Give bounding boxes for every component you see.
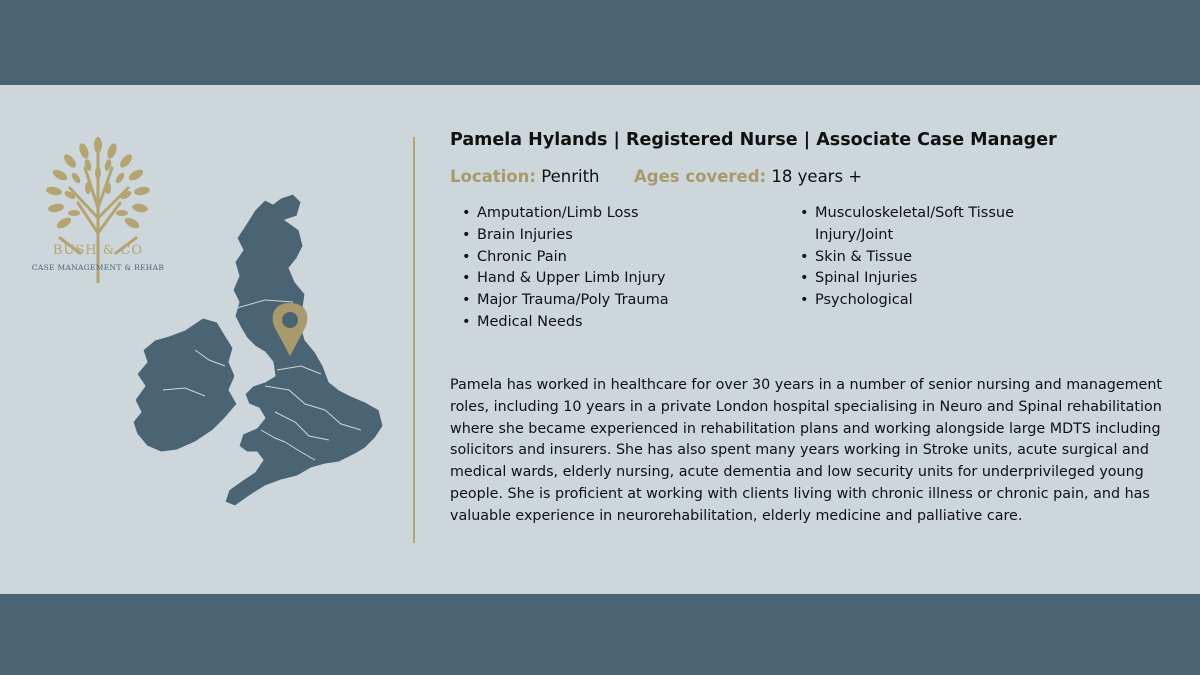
list-item: • Musculoskeletal/Soft Tissue Injury/Joint — [788, 203, 1068, 247]
location-value: Penrith — [541, 167, 600, 186]
list-item: • Chronic Pain — [450, 247, 780, 269]
list-item: • Brain Injuries — [450, 225, 780, 247]
list-item: • Major Trauma/Poly Trauma — [450, 290, 780, 312]
ages-value: 18 years + — [771, 167, 863, 186]
bio-paragraph: Pamela has worked in healthcare for over 30 years in a number of senior nursing and management roles, including 10 years in a private London hospital specialising in Neuro and Spinal rehabilitation where she became experienced in rehabilitation plans and working alongside large MDTS including solicitors and insurers. She has also spent many years working in Stroke units, acute surgical and medical wards, elderly nursing, acute dementia and low security units for underprivileged young people. She is proficient at working with clients living with chronic illness or chronic pain, and has valuable experience in neurorehabilitation, elderly medicine and palliative care. — [450, 377, 1162, 524]
list-item: • Medical Needs — [450, 312, 780, 334]
profile-meta — [450, 167, 862, 186]
logo-name: BUSH & CO — [52, 243, 144, 258]
list-item: • Amputation/Limb Loss — [450, 203, 780, 225]
profile-title: Pamela Hylands | Registered Nurse | Associate Case Manager — [450, 130, 1057, 150]
logo-tagline: CASE MANAGEMENT & REHAB — [31, 263, 165, 272]
location-label: Location: — [450, 167, 536, 186]
list-item: • Spinal Injuries — [788, 268, 1068, 290]
uk-map-icon — [125, 190, 390, 510]
ages-label: Ages covered: — [634, 167, 767, 186]
bottom-band — [0, 594, 1200, 675]
list-item: • Hand & Upper Limb Injury — [450, 268, 780, 290]
specialisms-list-right — [788, 203, 1068, 312]
vertical-divider — [413, 137, 415, 543]
list-item: • Skin & Tissue — [788, 247, 1068, 269]
list-item: • Psychological — [788, 290, 1068, 312]
top-band — [0, 0, 1200, 85]
specialisms-list-left — [450, 203, 780, 334]
